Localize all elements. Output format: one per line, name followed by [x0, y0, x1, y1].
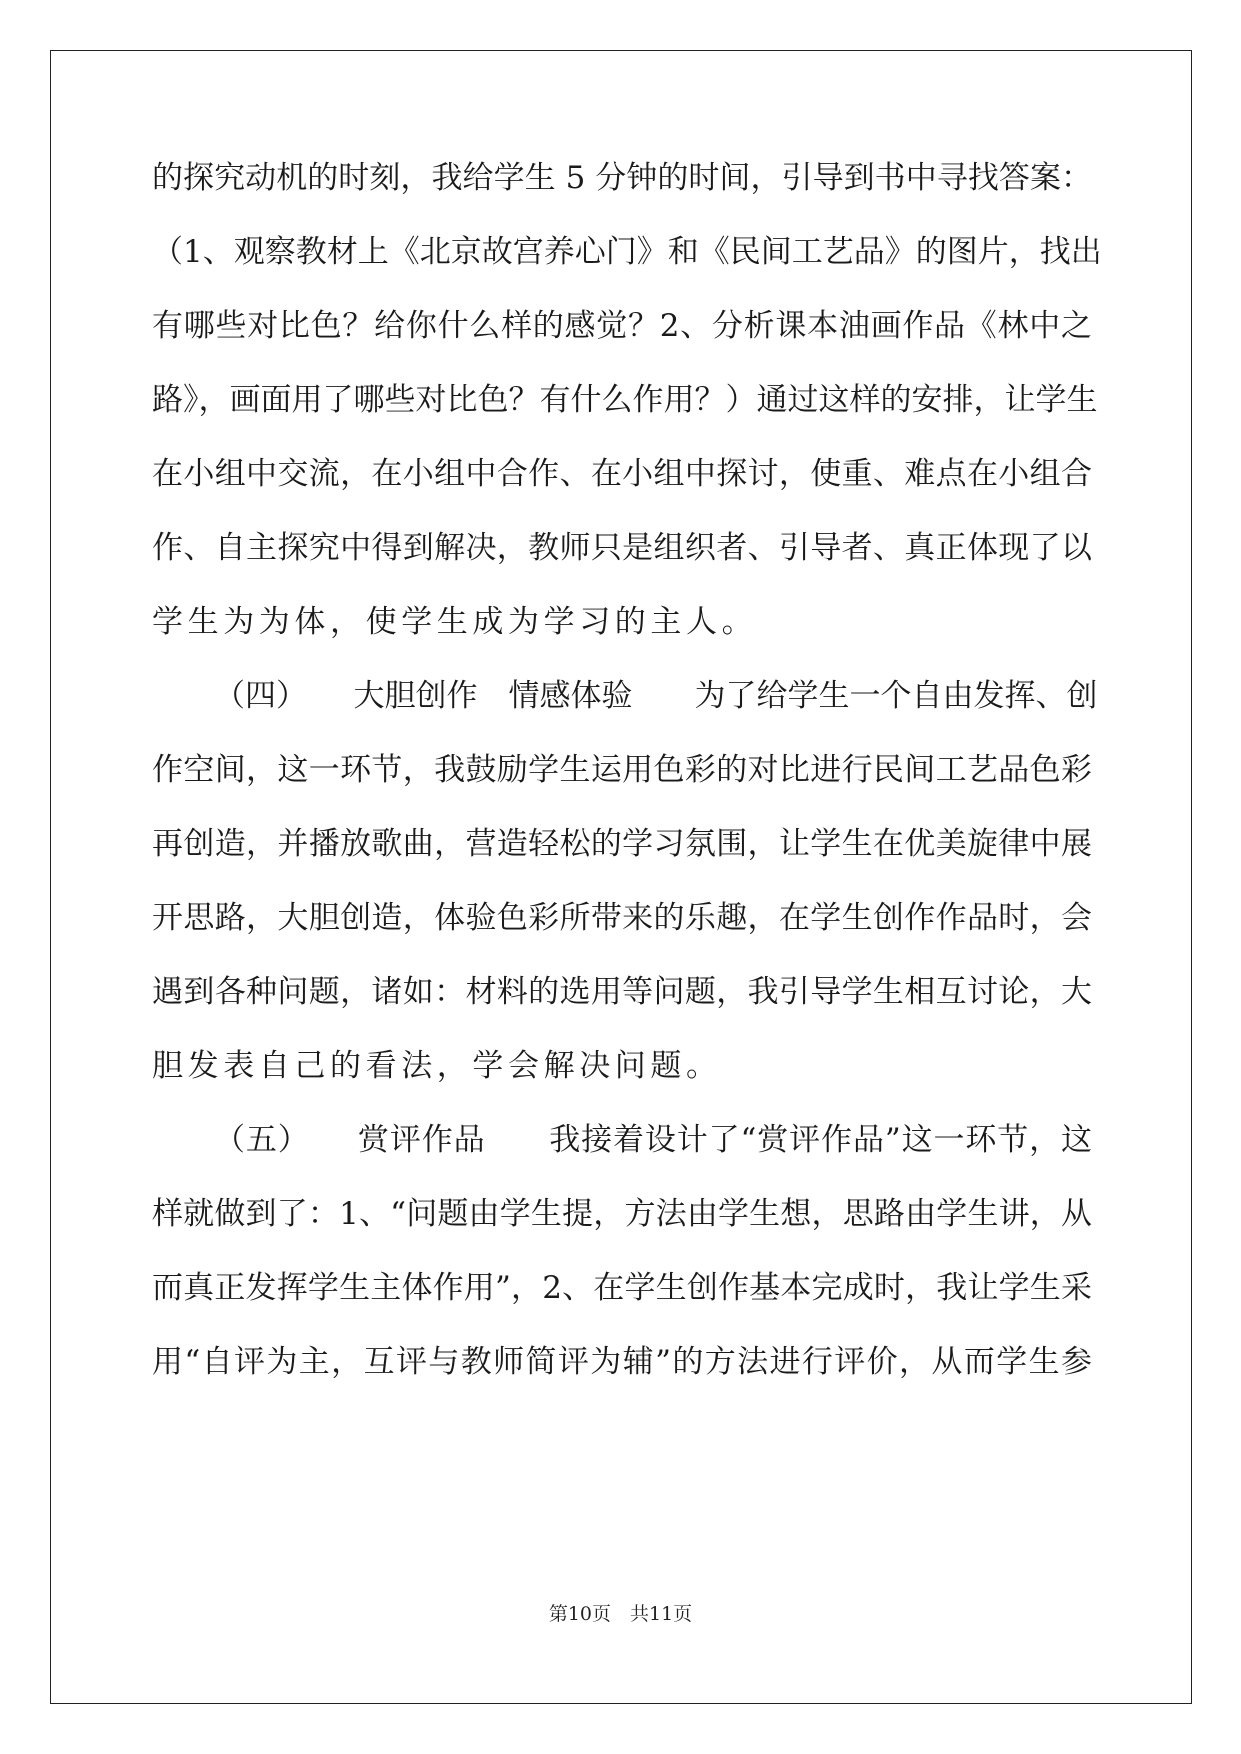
paragraph-line: 有哪些对比色？给你什么样的感觉？2、分析课本油画作品《林中之	[152, 308, 1092, 344]
paragraph-line: （1、观察教材上《北京故宫养心门》和《民间工艺品》的图片，找出	[152, 234, 1102, 270]
section-heading-line: （五） 赏评作品 我接着设计了“赏评作品”这一环节，这	[214, 1122, 1092, 1158]
paragraph-line: 路》，画面用了哪些对比色？有什么作用？）通过这样的安排，让学生	[152, 382, 1098, 418]
paragraph-line: 遇到各种问题，诸如：材料的选用等问题，我引导学生相互讨论，大	[152, 974, 1092, 1010]
paragraph-line: 用“自评为主，互评与教师简评为辅”的方法进行评价，从而学生参	[152, 1344, 1092, 1380]
paragraph-line: 作空间，这一环节，我鼓励学生运用色彩的对比进行民间工艺品色彩	[152, 752, 1092, 788]
page-border	[50, 50, 1192, 1704]
paragraph-line: 样就做到了：1、“问题由学生提，方法由学生想，思路由学生讲，从	[152, 1196, 1092, 1232]
page-footer	[0, 1602, 1241, 1626]
paragraph-line: 作、自主探究中得到解决，教师只是组织者、引导者、真正体现了以	[152, 530, 1092, 566]
paragraph-line: 开思路，大胆创造，体验色彩所带来的乐趣，在学生创作作品时，会	[152, 900, 1092, 936]
page-number: 第10页 共11页	[548, 1603, 693, 1625]
paragraph-line: 而真正发挥学生主体作用”，2、在学生创作基本完成时，我让学生采	[152, 1270, 1092, 1306]
paragraph-line: 在小组中交流，在小组中合作、在小组中探讨，使重、难点在小组合	[152, 456, 1092, 492]
paragraph-line: 的探究动机的时刻，我给学生 5 分钟的时间，引导到书中寻找答案：	[152, 160, 1092, 196]
paragraph-line: 再创造，并播放歌曲，营造轻松的学习氛围，让学生在优美旋律中展	[152, 826, 1092, 862]
paragraph-line: 学生为为体，使学生成为学习的主人。	[152, 604, 758, 640]
paragraph-line: 胆发表自己的看法，学会解决问题。	[152, 1048, 722, 1084]
section-heading-line: （四） 大胆创作 情感体验 为了给学生一个自由发挥、创	[214, 678, 1098, 714]
